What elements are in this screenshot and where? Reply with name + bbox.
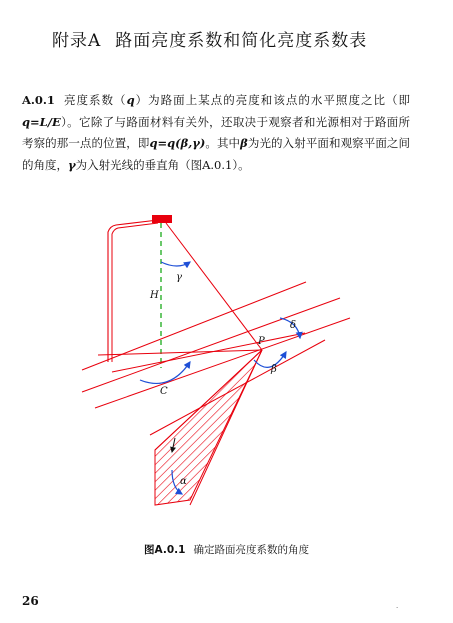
section-number: A.0.1 — [22, 93, 55, 107]
corner-mark: · — [396, 604, 399, 612]
label-delta: δ — [290, 320, 297, 331]
para-seg-1: 亮度系数（ — [62, 93, 127, 107]
figure-caption-text: 确定路面亮度系数的角度 — [193, 544, 309, 556]
appendix-heading — [52, 26, 367, 51]
luminaire — [152, 215, 172, 223]
figure-number: 图A.0.1 — [144, 544, 186, 556]
para-seg-3: ）。它除了与路面材料有关外，还取决于观察者和光源相对于路面所考察的那一点的位置，即 — [22, 114, 410, 150]
gamma-arc — [161, 262, 190, 266]
para-seg-6: 为入射光线的垂直角（图A.0.1）。 — [75, 157, 250, 172]
para-seg-2: ）为路面上某点的亮度和该点的水平照度之比（即 — [134, 93, 411, 107]
page-number: 26 — [22, 594, 39, 608]
symbol-beta: β — [240, 136, 248, 150]
formula-q-le: q=L/E — [22, 114, 61, 129]
symbol-q: q — [126, 93, 135, 107]
formula-q-beta-gamma: q=q(β,γ) — [149, 136, 206, 150]
appendix-label: 附录A — [52, 31, 102, 51]
label-P: P — [258, 336, 265, 347]
figure-caption — [0, 542, 453, 557]
road-line-2 — [82, 298, 340, 392]
label-alpha: α — [180, 476, 187, 487]
road-line-5 — [98, 350, 262, 355]
road-line-1 — [82, 282, 306, 370]
label-H: H — [150, 290, 159, 301]
appendix-title: 路面亮度系数和简化亮度系数表 — [115, 31, 368, 51]
para-seg-5: 为光的入射平面和观察平面之间的角度， — [22, 136, 411, 172]
observation-plane-wedge — [155, 350, 262, 505]
para-seg-4: 。其中 — [205, 136, 241, 150]
section-paragraph — [22, 90, 410, 176]
road-luminance-diagram — [0, 200, 453, 530]
symbol-gamma: γ — [68, 157, 76, 172]
label-C: C — [160, 386, 168, 397]
label-beta: β — [271, 364, 277, 375]
label-gamma: γ — [176, 272, 182, 283]
